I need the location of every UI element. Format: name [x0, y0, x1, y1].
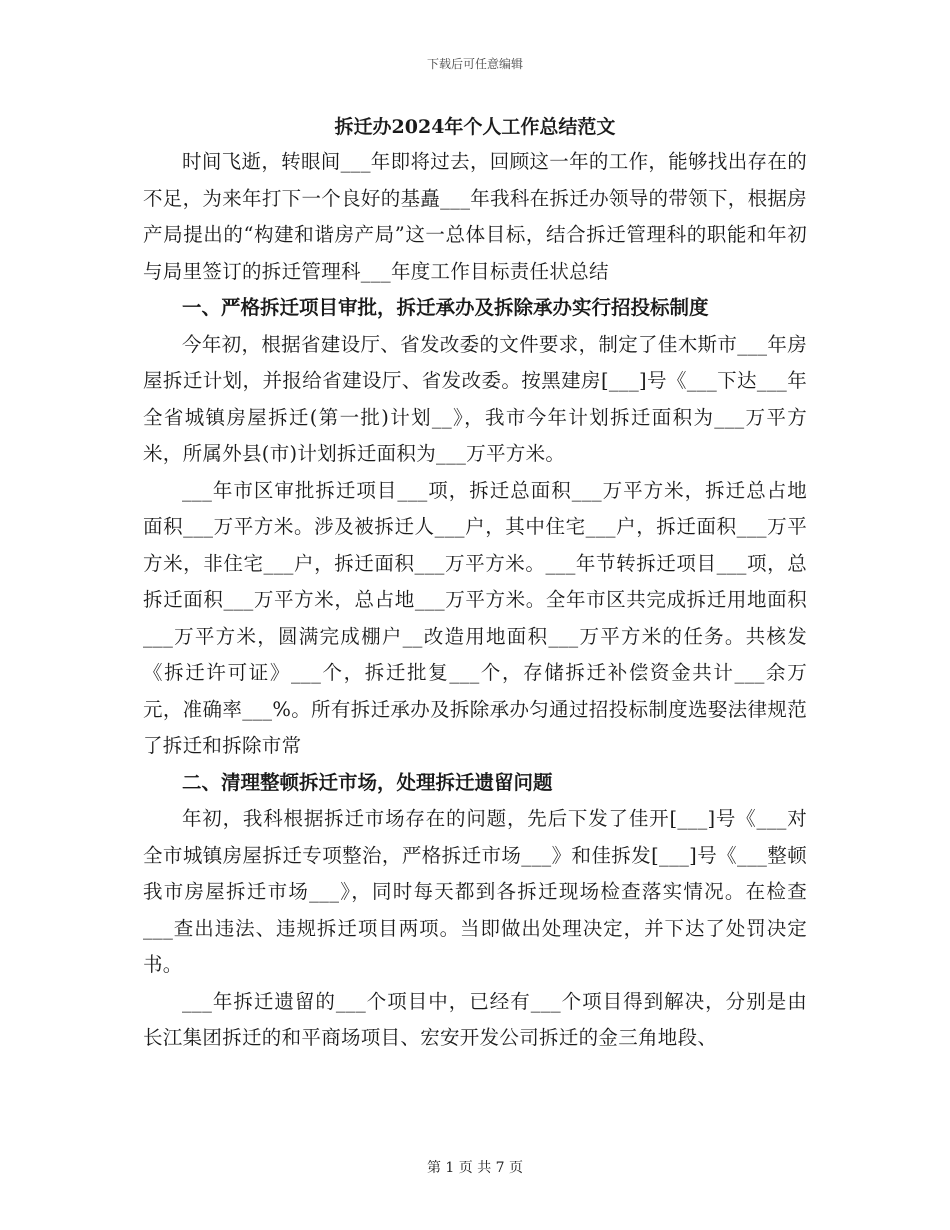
- paragraph-rectification: 年初，我科根据拆迁市场存在的问题，先后下发了佳开[___]号《___对全市城镇房屋拆迁专项整治，严格拆迁市场___》和佳拆发[___]号《___整顿我市房屋拆迁市场___》，同时每天都到各拆迁现场检查落实情况。在检查___查出违法、违规拆迁项目两项。当即做出处理决定，并下达了处罚决定书。: [143, 807, 807, 976]
- paragraph-intro: 时间飞逝，转眼间___年即将过去，回顾这一年的工作，能够找出存在的不足，为来年打下一个良好的基矗___年我科在拆迁办领导的带领下，根据房产局提出的“构建和谐房产局”这一总体目标，结合拆迁管理科的职能和年初与局里签订的拆迁管理科___年度工作目标责任状总结: [143, 150, 807, 283]
- document-body: [143, 110, 807, 1057]
- page-number-footer: 第 1 页 共 7 页: [426, 1160, 524, 1176]
- page-header-note: 下载后可任意编辑: [426, 57, 523, 71]
- paragraph-legacy-issues: ___年拆迁遗留的___个项目中，已经有___个项目得到解决，分别是由长江集团拆迁的和平商场项目、宏安开发公司拆迁的金三角地段、: [143, 989, 807, 1049]
- paragraph-plan: 今年初，根据省建设厅、省发改委的文件要求，制定了佳木斯市___年房屋拆迁计划，并报给省建设厅、省发改委。按黑建房[___]号《___下达___年全省城镇房屋拆迁(第一批)计划__》，我市今年计划拆迁面积为___万平方米，所属外县(市)计划拆迁面积为___万平方米。: [143, 332, 807, 465]
- document-title: 拆迁办2024年个人工作总结范文: [334, 116, 616, 138]
- section-heading-2: 二、清理整顿拆迁市场，处理拆迁遗留问题: [182, 770, 553, 794]
- paragraph-statistics: ___年市区审批拆迁项目___项，拆迁总面积___万平方米，拆迁总占地面积___万平方米。涉及被拆迁人___户，其中住宅___户，拆迁面积___万平方米，非住宅___户，拆迁面积___万平方米。___年节转拆迁项目___项，总拆迁面积___万平方米，总占地___万平方米。全年市区共完成拆迁用地面积___万平方米，圆满完成棚户__改造用地面积___万平方米的任务。共核发《拆迁许可证》___个，拆迁批复___个，存储拆迁补偿资金共计___余万元，准确率___%。所有拆迁承办及拆除承办匀通过招投标制度选娶法律规范了拆迁和拆除市常: [143, 478, 807, 757]
- section-heading-1: 一、严格拆迁项目审批，拆迁承办及拆除承办实行招投标制度: [182, 296, 709, 319]
